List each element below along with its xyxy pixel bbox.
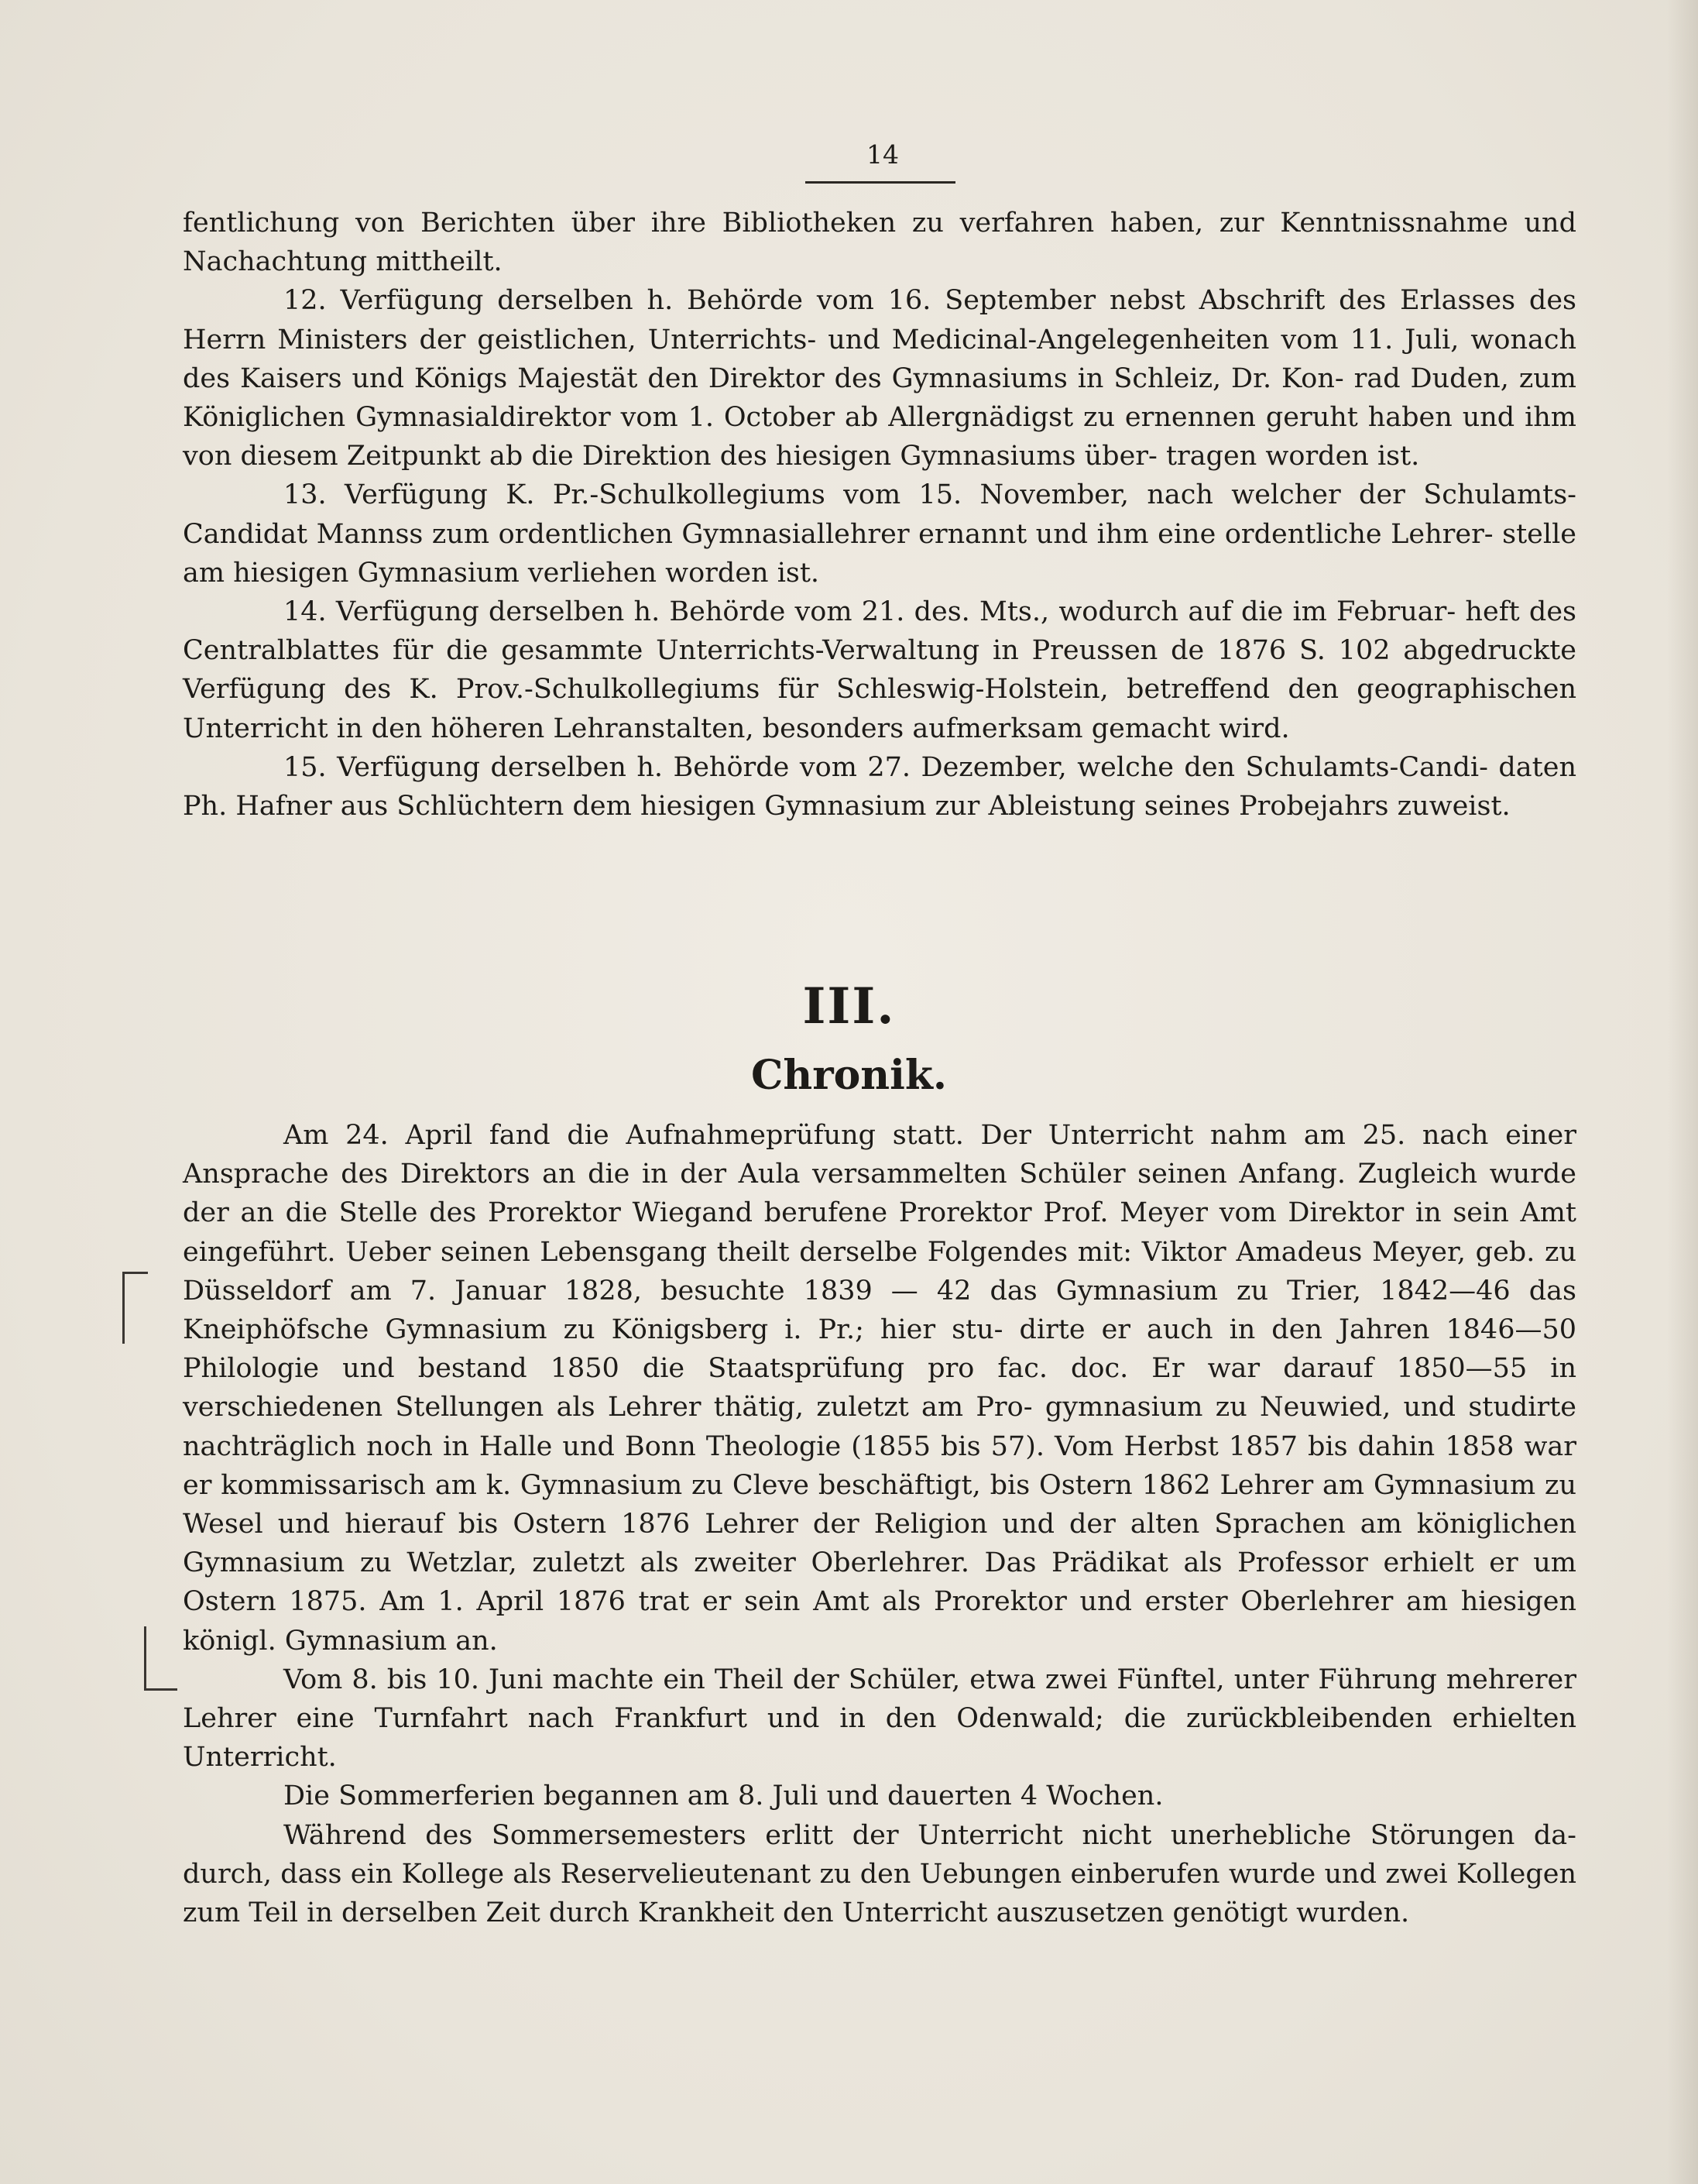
paragraph-chronik-april: Am 24. April fand die Aufnahmeprüfung statt. Der Unterricht nahm am 25. nach einer Ansprache des Direktors an die in der Aula versammelten Schüler seinen Anfang. Zugleich wurde der an die Stelle des Prorektor Wiegand berufene Prorektor Prof. Meyer vom Direktor in sein Amt eingeführt. Ueber seinen Lebensgang theilt derselbe Folgendes mit: Viktor Amadeus Meyer, geb. zu Düsseldorf am 7. Januar 1828, besuchte 1839 — 42 das Gymnasium zu Trier, 1842—46 das Kneiphöfsche Gymnasium zu Königsberg i. Pr.; hier stu- dirte er auch in den Jahren 1846—50 Philologie und bestand 1850 die Staatsprüfung pro fac. doc. Er war darauf 1850—55 in verschiedenen Stellungen als Lehrer thätig, zuletzt am Pro- gymnasium zu Neuwied, und studirte nachträglich noch in Halle und Bonn Theologie (1855 bis 57). Vom Herbst 1857 bis dahin 1858 war er kommissarisch am k. Gymnasium zu Cleve beschäftigt, bis Ostern 1862 Lehrer am Gymnasium zu Wesel und hierauf bis Ostern 1876 Lehrer der Religion und der alten Sprachen am königlichen Gymnasium zu Wetzlar, zuletzt als zweiter Oberlehrer. Das Prädikat als Professor erhielt er um Ostern 1875. Am 1. April 1876 trat er sein Amt als Prorektor und erster Oberlehrer am hiesigen königl. Gymnasium an.: [183, 1120, 1576, 1657]
paragraph-continuation: fentlichung von Berichten über ihre Bibliotheken zu verfahren haben, zur Kenntnissnahme und Nachachtung mittheilt.: [183, 208, 1576, 278]
paragraph-item-14: 14. Verfügung derselben h. Behörde vom 21. des. Mts., wodurch auf die im Februar- heft des Centralblattes für die gesammte Unterrichts-Verwaltung in Preussen de 1876 S. 102 abgedruckte Verfügung des K. Prov.-Schulkollegiums für Schleswig-Holstein, betreffend den geographischen Unterricht in den höheren Lehranstalten, besonders aufmerksam gemacht wird.: [183, 596, 1576, 744]
paragraph-item-15: 15. Verfügung derselben h. Behörde vom 27. Dezember, welche den Schulamts-Candi- daten Ph. Hafner aus Schlüchtern dem hiesigen Gymnasium zur Ableistung seines Probejahrs zuweist.: [183, 751, 1576, 822]
paragraph-chronik-juni: Vom 8. bis 10. Juni machte ein Theil der Schüler, etwa zwei Fünftel, unter Führung mehrerer Lehrer eine Turnfahrt nach Frankfurt und in den Odenwald; die zurückbleibenden erhielten Unterricht.: [183, 1664, 1576, 1774]
page-number: 14: [866, 139, 899, 170]
section-two-text: [183, 204, 1576, 826]
paragraph-chronik-sommersemester: Während des Sommersemesters erlitt der Unterricht nicht unerhebliche Störungen da- durch, dass ein Kollege als Reservelieutenant zu den Uebungen einberufen wurde und zwei Kollegen zum Teil in derselben Zeit durch Krankheit den Unterricht auszusetzen genötigt wurden.: [183, 1819, 1576, 1929]
paragraph-chronik-sommerferien: Die Sommerferien begannen am 8. Juli und dauerten 4 Wochen.: [283, 1781, 1164, 1812]
section-heading: Chronik.: [751, 1052, 947, 1099]
page-number-rule: [805, 181, 955, 184]
paragraph-item-12: 12. Verfügung derselben h. Behörde vom 16. September nebst Abschrift des Erlasses des Herrn Ministers der geistlichen, Unterrichts- und Medicinal-Angelegenheiten vom 11. Juli, wonach des Kaisers und Königs Majestät den Direktor des Gymnasiums in Schleiz, Dr. Kon- rad Duden, zum Königlichen Gymnasialdirektor vom 1. October ab Allergnädigst zu ernennen geruht haben und ihm von diesem Zeitpunkt ab die Direktion des hiesigen Gymnasiums über- tragen worden ist.: [183, 285, 1576, 472]
section-numeral: III.: [802, 977, 896, 1035]
margin-bracket-top: [122, 1272, 148, 1344]
margin-bracket-bottom: [144, 1626, 177, 1691]
paragraph-item-13: 13. Verfügung K. Pr.-Schulkollegiums vom 15. November, nach welcher der Schulamts- Candidat Mannss zum ordentlichen Gymnasiallehrer ernannt und ihm eine ordentliche Lehrer- stelle am hiesigen Gymnasium verliehen worden ist.: [183, 479, 1576, 589]
section-three-text: [183, 1116, 1576, 1932]
page-edge-shadow: [1667, 0, 1698, 2184]
